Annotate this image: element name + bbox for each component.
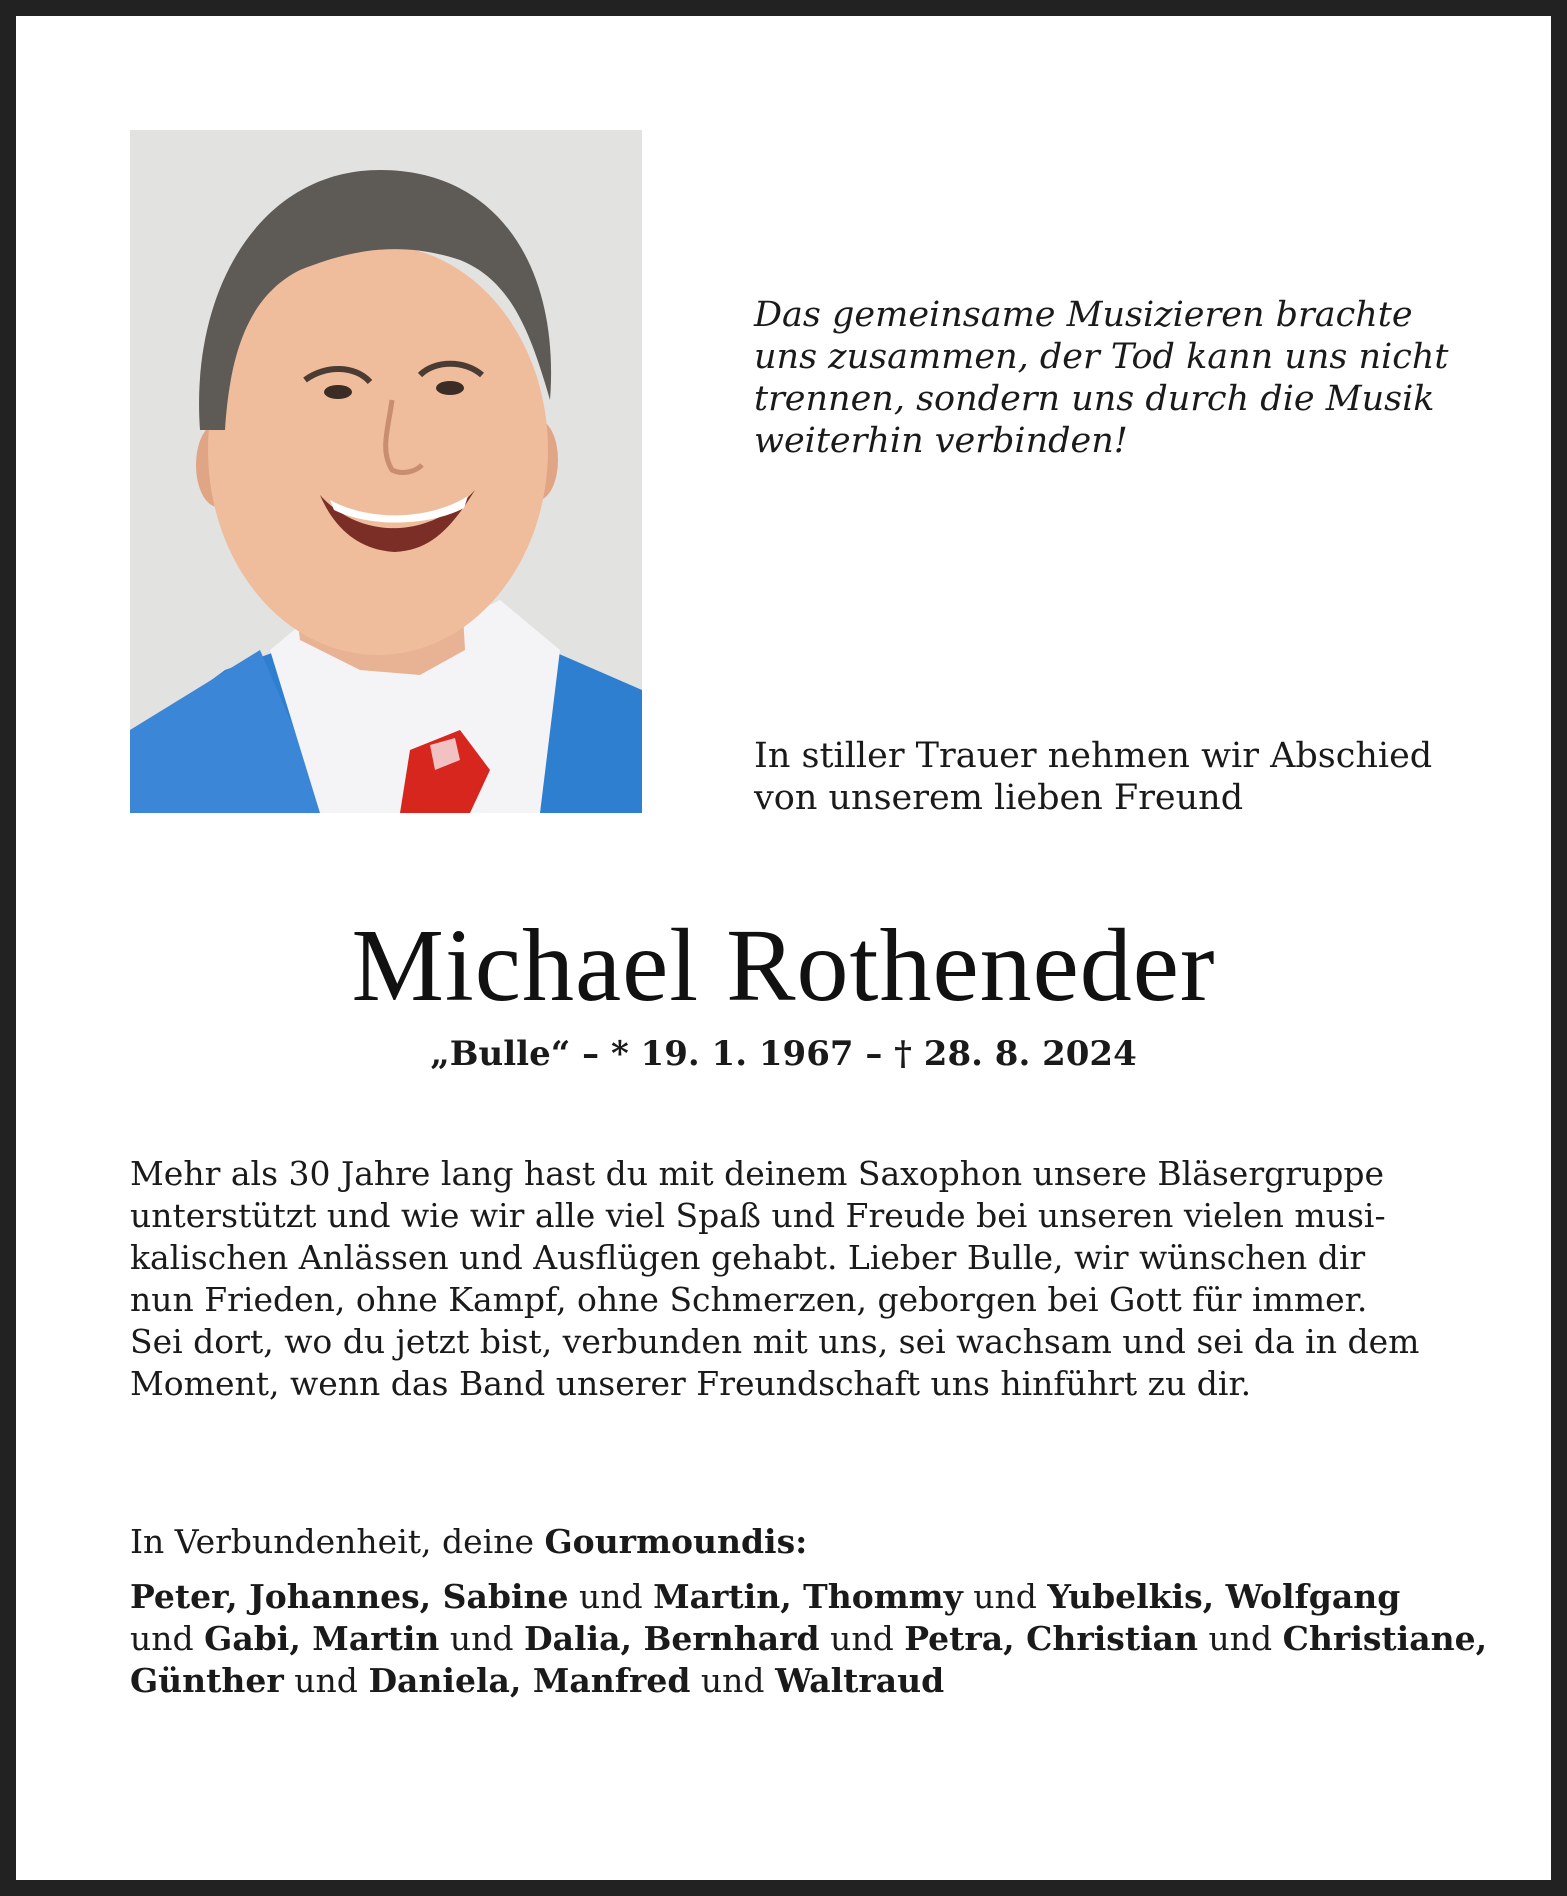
deceased-name: Michael Rotheneder	[351, 908, 1216, 1023]
portrait-photo	[130, 130, 642, 813]
obituary-page	[16, 16, 1551, 1880]
conjunction: und	[578, 1577, 643, 1616]
deceased-dates: „Bulle“ – * 19. 1. 1967 – † 28. 8. 2024	[430, 1034, 1137, 1074]
signer-names: Yubelkis, Wolfgang	[1047, 1577, 1401, 1616]
conjunction: und	[130, 1619, 194, 1658]
farewell-line: von unserem lieben Freund	[754, 778, 1244, 818]
conjunction: und	[973, 1577, 1037, 1616]
conjunction: und	[700, 1661, 765, 1700]
signers-line	[130, 1618, 1490, 1660]
signer-names: Waltraud	[775, 1661, 945, 1700]
signer-names: Christiane,	[1282, 1619, 1488, 1658]
quote-line: Das gemeinsame Musizieren brachte	[754, 295, 1413, 335]
tribute-line: unterstützt und wie wir alle viel Spaß und Freude bei unseren vielen musi-	[130, 1196, 1386, 1235]
signers-list	[130, 1576, 1490, 1702]
conjunction: und	[830, 1619, 894, 1658]
tribute-line: Mehr als 30 Jahre lang hast du mit deinem Saxophon unsere Bläsergruppe	[130, 1154, 1385, 1193]
quote-text	[754, 294, 1474, 462]
portrait-illustration	[130, 130, 642, 813]
conjunction: und	[449, 1619, 514, 1658]
signer-names: Petra, Christian	[904, 1619, 1199, 1658]
conjunction: und	[294, 1661, 358, 1700]
tribute-line: nun Frieden, ohne Kampf, ohne Schmerzen, geborgen bei Gott für immer.	[130, 1280, 1368, 1319]
signer-names: Gabi, Martin	[204, 1619, 440, 1658]
quote-line: trennen, sondern uns durch die Musik	[754, 379, 1435, 419]
signers-line	[130, 1660, 1490, 1702]
farewell-text	[754, 735, 1474, 819]
signers-line	[130, 1576, 1490, 1618]
signer-names: Daniela, Manfred	[368, 1661, 691, 1700]
quote-line: uns zusammen, der Tod kann uns nicht	[754, 337, 1449, 377]
farewell-line: In stiller Trauer nehmen wir Abschied	[754, 736, 1433, 776]
tribute-line: Moment, wenn das Band unserer Freundschaft uns hinführt zu dir.	[130, 1364, 1252, 1403]
signer-names: Martin, Thommy	[653, 1577, 963, 1616]
closing-line	[130, 1520, 1470, 1564]
conjunction: und	[1208, 1619, 1273, 1658]
tribute-text	[130, 1153, 1440, 1405]
tribute-line: kalischen Anlässen und Ausflügen gehabt. Lieber Bulle, wir wünschen dir	[130, 1238, 1366, 1277]
tribute-line: Sei dort, wo du jetzt bist, verbunden mit uns, sei wachsam und sei da in dem	[130, 1322, 1420, 1361]
group-name: Gourmoundis:	[544, 1522, 808, 1561]
signer-names: Günther	[130, 1661, 284, 1700]
signer-names: Peter, Johannes, Sabine	[130, 1577, 569, 1616]
closing-intro: In Verbundenheit, deine	[130, 1522, 534, 1561]
quote-line: weiterhin verbinden!	[754, 421, 1128, 461]
signer-names: Dalia, Bernhard	[524, 1619, 820, 1658]
